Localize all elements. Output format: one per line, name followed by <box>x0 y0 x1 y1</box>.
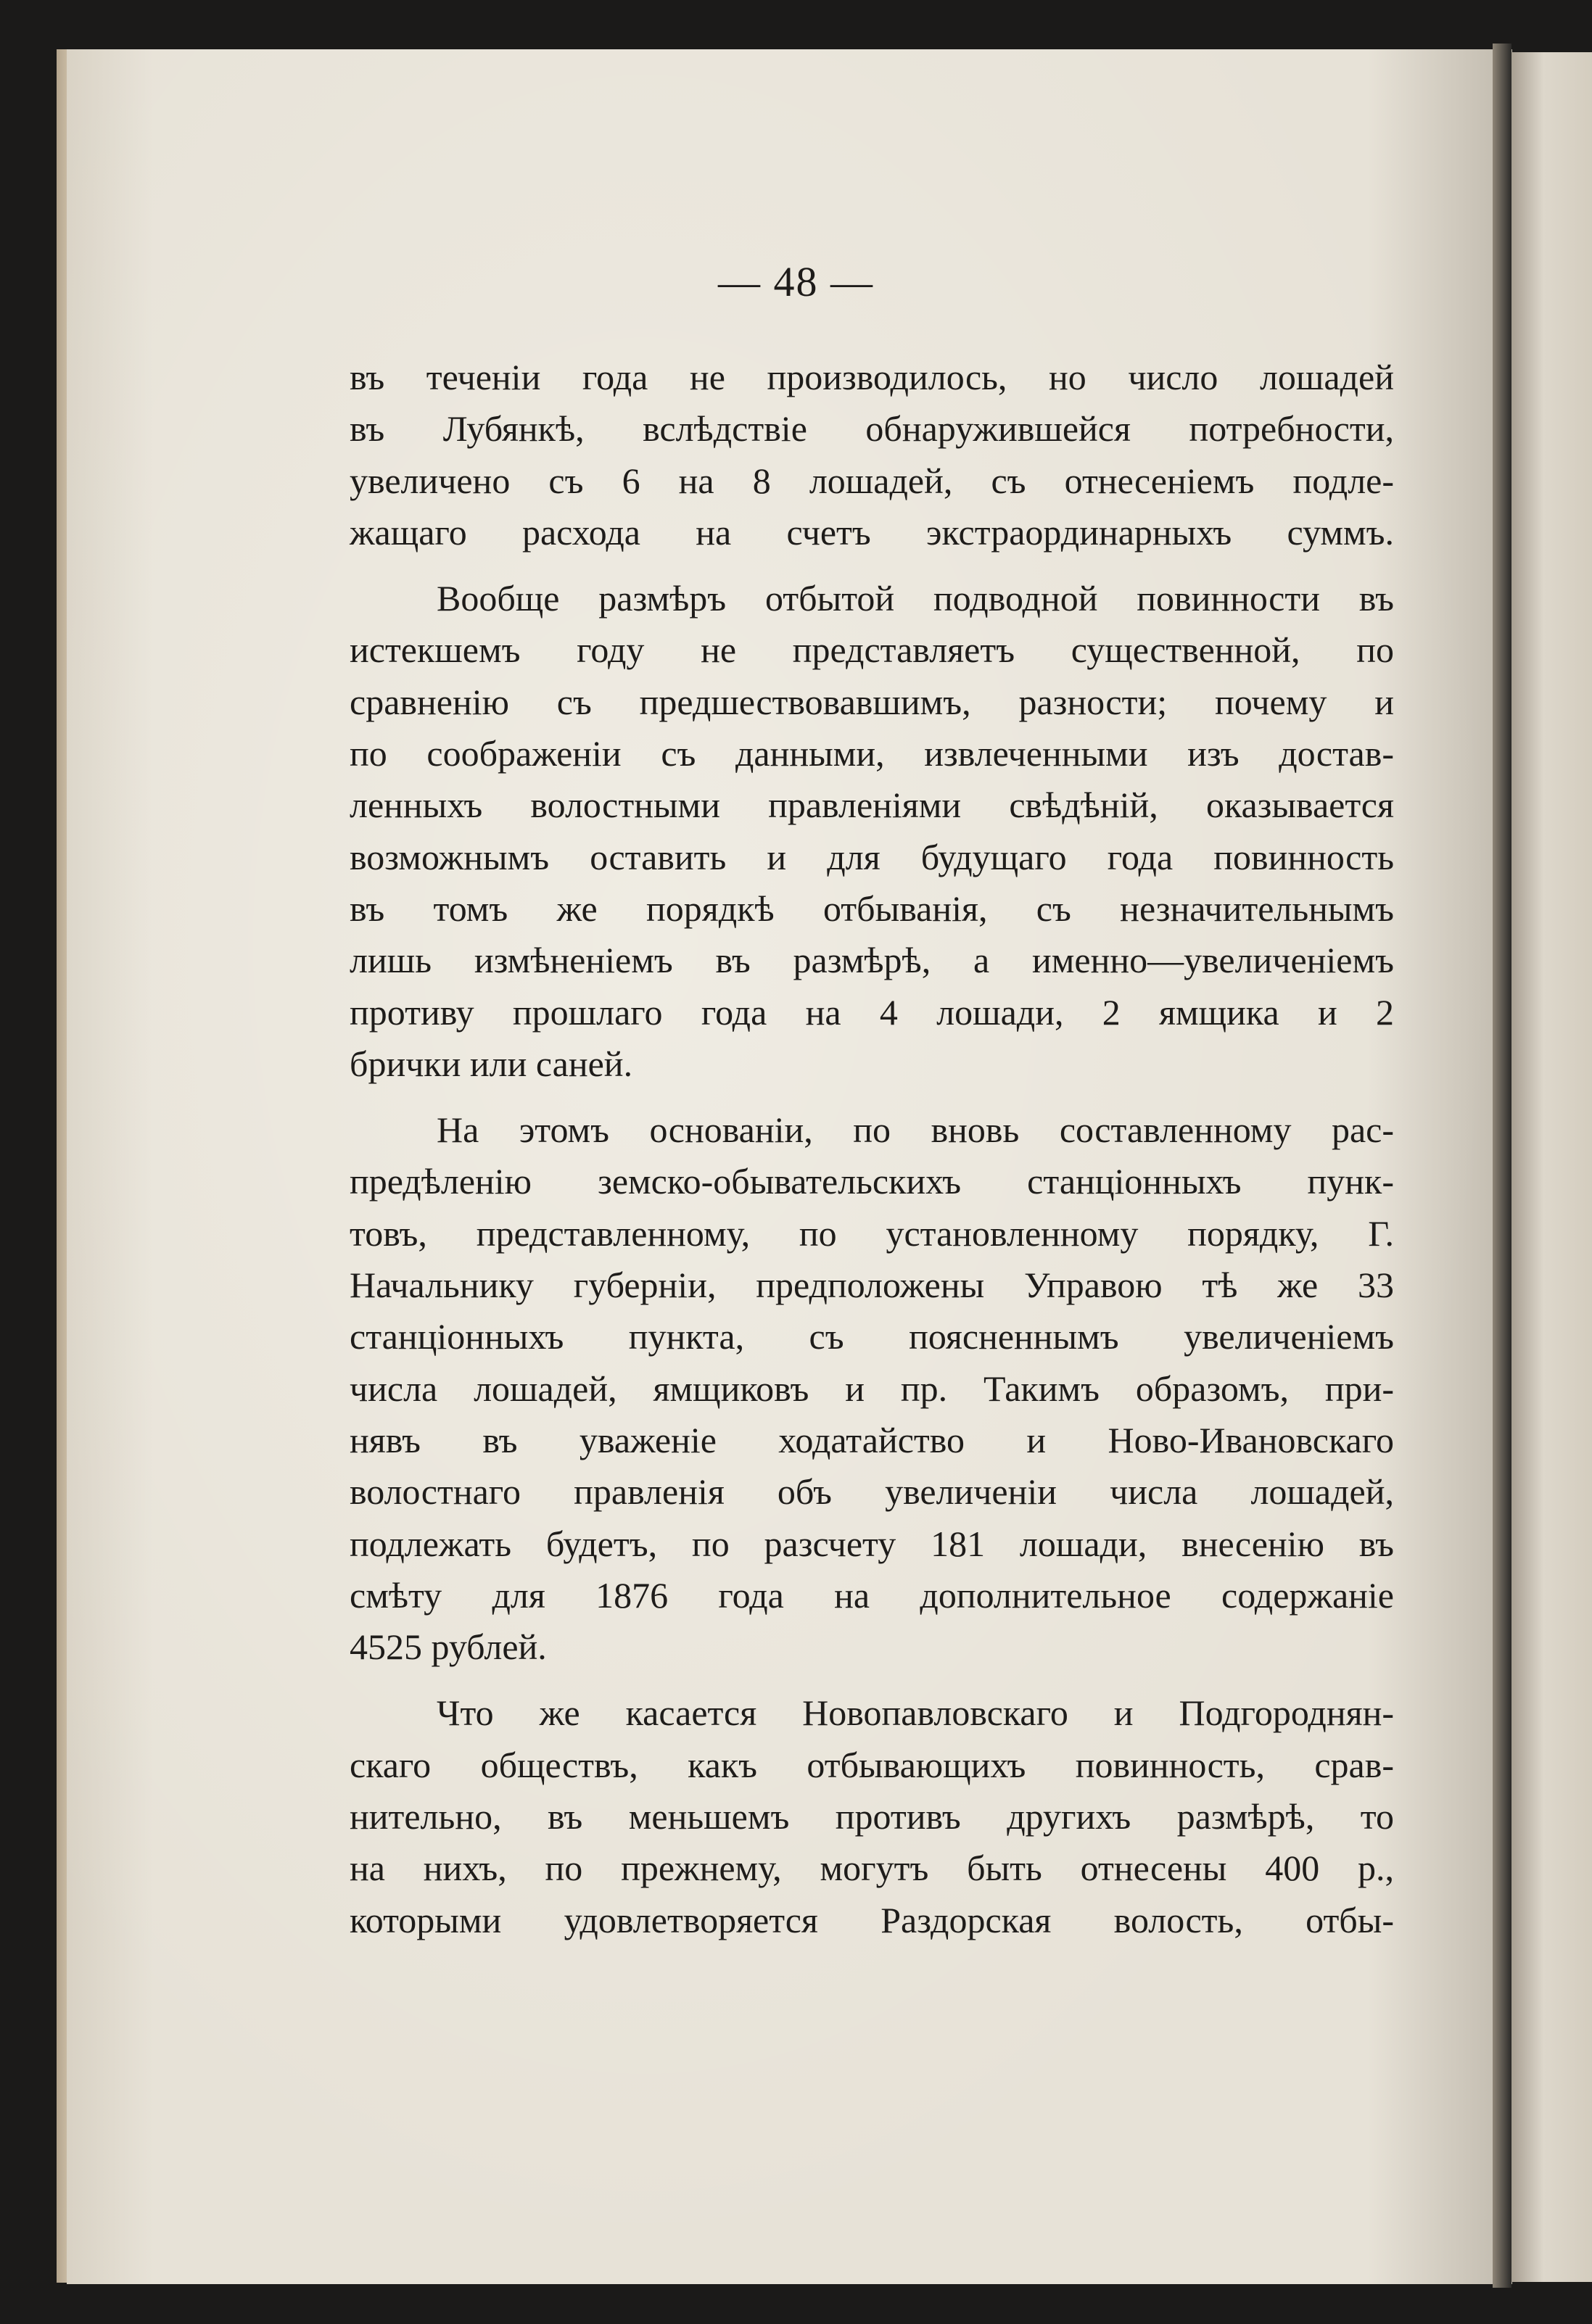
text-line: въ теченіи года не производилось, но число лошадей <box>350 357 1394 397</box>
text-line: лишь измѣненіемъ въ размѣрѣ, а именно—увеличеніемъ <box>350 940 1394 981</box>
text-line: скаго обществъ, какъ отбывающихъ повинность, срав- <box>350 1744 1394 1785</box>
paragraph-2 <box>350 573 1394 1090</box>
body-text <box>350 352 1394 1946</box>
text-line: въ томъ же порядкѣ отбыванія, съ незначительнымъ <box>350 888 1394 929</box>
text-line: числа лошадей, ямщиковъ и пр. Такимъ образомъ, при- <box>350 1368 1394 1409</box>
text-line: смѣту для 1876 года на дополнительное содержаніе <box>350 1574 1394 1616</box>
paragraph-3 <box>350 1104 1394 1673</box>
text-line: подлежать будетъ, по разсчету 181 лошади, внесенію въ <box>350 1523 1394 1564</box>
next-page-edge <box>1511 52 1592 2282</box>
text-line: истекшемъ году не представляетъ существенной, по <box>350 629 1394 671</box>
paragraph-gap <box>350 1673 1394 1687</box>
paragraph-gap <box>350 1090 1394 1104</box>
text-line: брички или саней. <box>350 1043 633 1084</box>
text-line: возможнымъ оставить и для будущаго года повинность <box>350 836 1394 877</box>
text-line: увеличено съ 6 на 8 лошадей, съ отнесеніемъ подле- <box>350 460 1394 501</box>
paragraph-gap <box>350 558 1394 573</box>
text-line: противу прошлаго года на 4 лошади, 2 ямщика и 2 <box>350 991 1394 1033</box>
text-line: сравненію съ предшествовавшимъ, разности; почему и <box>350 681 1394 722</box>
text-line: волостнаго правленія объ увеличеніи числа лошадей, <box>350 1471 1394 1513</box>
text-line: нявъ въ уваженіе ходатайство и Ново-Ивановскаго <box>350 1419 1394 1460</box>
text-line: нительно, въ меньшемъ противъ другихъ размѣрѣ, то <box>350 1796 1394 1837</box>
text-line: которыми удовлетворяется Раздорская волость, отбы- <box>350 1899 1394 1940</box>
text-line: Что же касается Новопавловскаго и Подгороднян- <box>437 1692 1394 1734</box>
text-line: На этомъ основаніи, по вновь составленному рас- <box>437 1109 1394 1151</box>
text-line: предѣленію земско-обывательскихъ станціонныхъ пунк- <box>350 1161 1394 1202</box>
text-line: на нихъ, по прежнему, могутъ быть отнесены 400 р., <box>350 1848 1394 1889</box>
text-line: въ Лубянкѣ, вслѣдствіе обнаружившейся потребности, <box>350 408 1394 450</box>
paragraph-4 <box>350 1687 1394 1945</box>
text-line: Начальнику губерніи, предположены Управою тѣ же 33 <box>350 1265 1394 1306</box>
text-line: Вообще размѣръ отбытой подводной повинности въ <box>437 578 1394 619</box>
text-line: ленныхъ волостными правленіями свѣдѣній, оказывается <box>350 785 1394 826</box>
text-line: по соображеніи съ данными, извлеченными изъ достав- <box>350 733 1394 774</box>
text-line: 4525 рублей. <box>350 1626 547 1668</box>
text-line: жащаго расхода на счетъ экстраординарныхъ суммъ. <box>350 511 1394 553</box>
text-line: товъ, представленному, по установленному порядку, Г. <box>350 1212 1394 1254</box>
text-line: станціонныхъ пункта, съ поясненнымъ увеличеніемъ <box>350 1316 1394 1357</box>
paragraph-1 <box>350 352 1394 558</box>
book-gutter <box>1493 44 1511 2288</box>
page-number: — 48 — <box>718 258 874 305</box>
